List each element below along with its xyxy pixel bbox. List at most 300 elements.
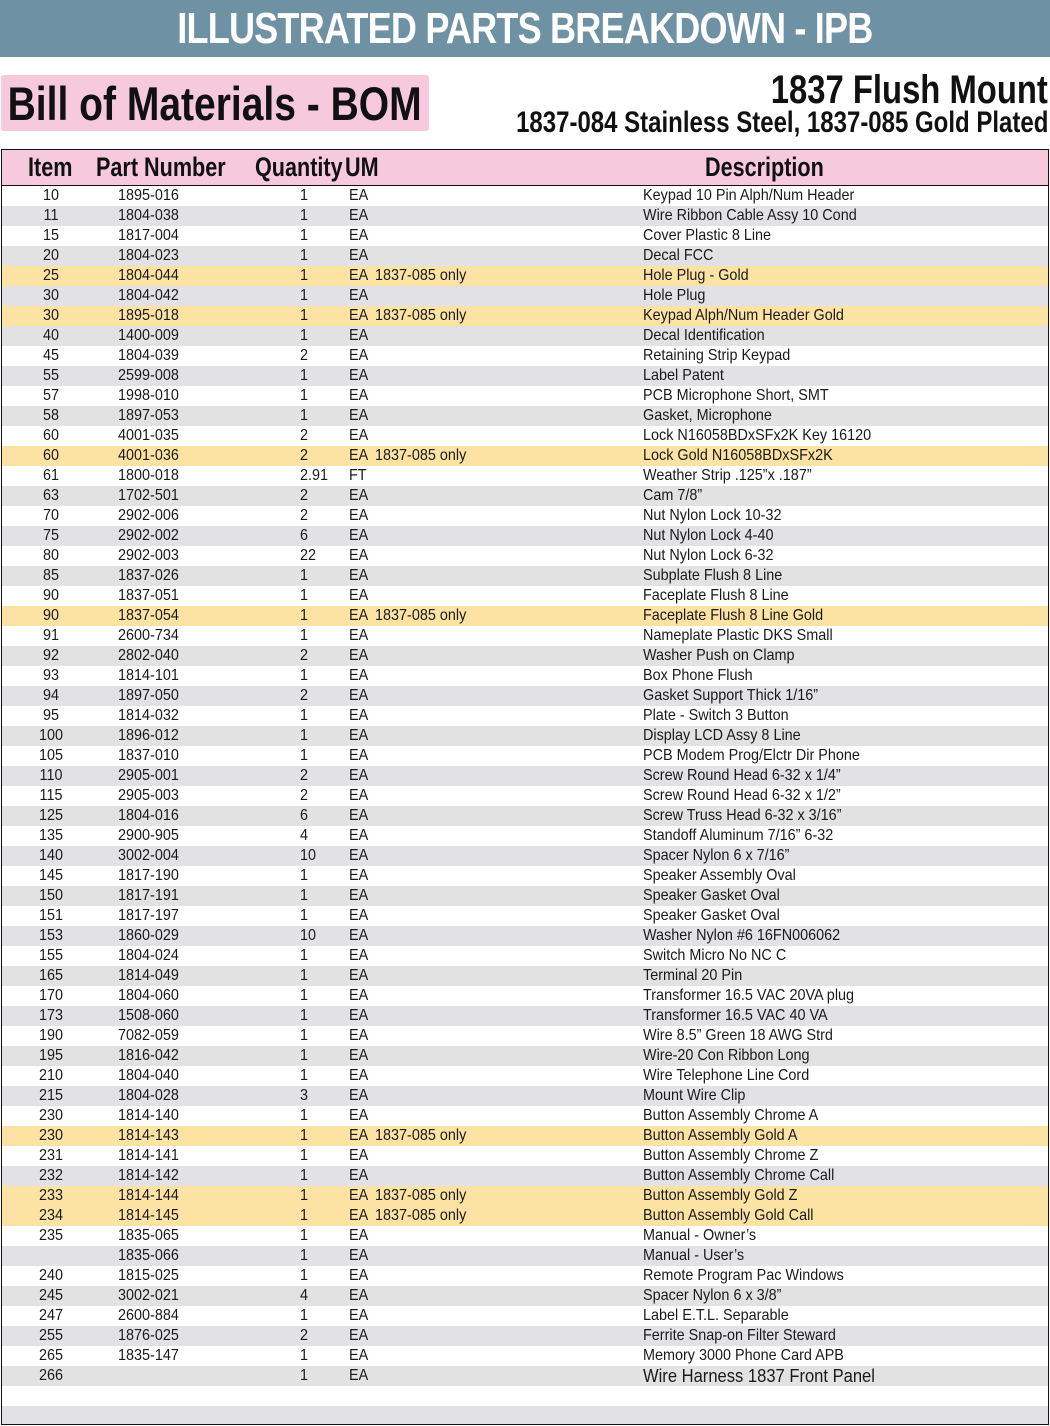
row-um-cell: EA — [349, 1367, 369, 1384]
row-part-number-cell: 1815-025 — [118, 1267, 179, 1284]
row-item-cell: 70 — [42, 507, 60, 524]
row-part-number-cell: 1837-051 — [118, 587, 179, 604]
row-note-cell: 1837-085 only — [375, 447, 467, 464]
row-quantity-cell: 1 — [300, 947, 309, 964]
row-description-cell: Decal FCC — [643, 247, 714, 264]
row-um-cell: EA — [349, 1287, 369, 1304]
row-quantity-cell: 1 — [300, 867, 309, 884]
row-quantity-cell: 2.91 — [300, 467, 329, 484]
row-description-cell: PCB Modem Prog/Elctr Dir Phone — [643, 747, 860, 764]
row-um-cell: EA — [349, 1347, 369, 1364]
row-item-cell: 240 — [38, 1267, 64, 1284]
bom-title: Bill of Materials - BOM — [7, 76, 422, 130]
row-um-cell: EA — [349, 267, 369, 284]
table-row — [2, 606, 1048, 626]
row-item-cell: 15 — [42, 227, 60, 244]
table-row — [2, 1286, 1048, 1306]
row-um-cell: EA — [349, 327, 369, 344]
row-description-cell: Manual - User’s — [643, 1247, 745, 1264]
row-item-cell: 135 — [38, 827, 64, 844]
row-um-cell: EA — [349, 687, 369, 704]
bom-table — [1, 149, 1049, 1425]
table-row — [2, 846, 1048, 866]
row-description-cell: Wire 8.5” Green 18 AWG Strd — [643, 1027, 833, 1044]
row-description-cell: Transformer 16.5 VAC 40 VA — [643, 1007, 828, 1024]
row-um-cell: EA — [349, 867, 369, 884]
row-um-cell: EA — [349, 367, 369, 384]
row-part-number-cell: 1816-042 — [118, 1047, 179, 1064]
row-quantity-cell: 2 — [300, 487, 309, 504]
row-um-cell: EA — [349, 847, 369, 864]
row-quantity-cell: 1 — [300, 1027, 309, 1044]
row-um-cell: EA — [349, 1127, 369, 1144]
row-quantity-cell: 1 — [300, 387, 309, 404]
row-description-cell: Box Phone Flush — [643, 667, 753, 684]
row-item-cell: 210 — [38, 1067, 64, 1084]
row-description-cell: Spacer Nylon 6 x 3/8” — [643, 1287, 782, 1304]
row-quantity-cell: 1 — [300, 967, 309, 984]
row-quantity-cell: 1 — [300, 187, 309, 204]
row-part-number-cell: 7082-059 — [118, 1027, 179, 1044]
row-um-cell: EA — [349, 1027, 369, 1044]
row-item-cell: 151 — [38, 907, 64, 924]
row-description-cell: Speaker Assembly Oval — [643, 867, 796, 884]
row-part-number-cell: 1814-141 — [118, 1147, 179, 1164]
table-row — [2, 646, 1048, 666]
row-um-cell: EA — [349, 427, 369, 444]
table-row — [2, 806, 1048, 826]
row-item-cell: 165 — [38, 967, 64, 984]
row-description-cell: Button Assembly Chrome Call — [643, 1167, 835, 1184]
row-part-number-cell: 1837-054 — [118, 607, 179, 624]
row-um-cell: EA — [349, 1247, 369, 1264]
row-part-number-cell: 2902-003 — [118, 547, 179, 564]
row-quantity-cell: 2 — [300, 347, 309, 364]
row-quantity-cell: 2 — [300, 447, 309, 464]
row-quantity-cell: 1 — [300, 887, 309, 904]
row-item-cell: 80 — [42, 547, 60, 564]
row-item-cell: 235 — [38, 1227, 64, 1244]
table-header — [2, 150, 1048, 186]
row-part-number-cell: 1804-024 — [118, 947, 179, 964]
row-item-cell: 125 — [38, 807, 64, 824]
row-um-cell: EA — [349, 1107, 369, 1124]
row-part-number-cell: 1814-143 — [118, 1127, 179, 1144]
row-description-cell: Label E.T.L. Separable — [643, 1307, 789, 1324]
row-um-cell: EA — [349, 1307, 369, 1324]
row-um-cell: EA — [349, 567, 369, 584]
row-part-number-cell: 1800-018 — [118, 467, 179, 484]
row-um-cell: EA — [349, 807, 369, 824]
table-row — [2, 1126, 1048, 1146]
row-item-cell: 265 — [38, 1347, 64, 1364]
table-row — [2, 1306, 1048, 1326]
row-part-number-cell: 2900-905 — [118, 827, 179, 844]
row-part-number-cell: 2600-734 — [118, 627, 179, 644]
row-part-number-cell: 1814-032 — [118, 707, 179, 724]
row-quantity-cell: 1 — [300, 1147, 309, 1164]
row-part-number-cell: 2905-001 — [118, 767, 179, 784]
row-description-cell: Nut Nylon Lock 4-40 — [643, 527, 774, 544]
row-quantity-cell: 1 — [300, 407, 309, 424]
row-description-cell: Display LCD Assy 8 Line — [643, 727, 801, 744]
row-description-cell: Wire-20 Con Ribbon Long — [643, 1047, 810, 1064]
row-um-cell: EA — [349, 1207, 369, 1224]
row-item-cell: 90 — [42, 587, 60, 604]
row-item-cell: 232 — [38, 1167, 64, 1184]
banner-title: ILLUSTRATED PARTS BREAKDOWN - IPB — [177, 3, 873, 53]
row-quantity-cell: 2 — [300, 507, 309, 524]
row-description-cell: Subplate Flush 8 Line — [643, 567, 783, 584]
table-row — [2, 666, 1048, 686]
row-description-cell: Hole Plug — [643, 287, 706, 304]
row-description-cell: Faceplate Flush 8 Line — [643, 587, 789, 604]
table-row — [2, 346, 1048, 366]
table-row — [2, 926, 1048, 946]
row-um-cell: EA — [349, 707, 369, 724]
column-header-item: Item — [28, 152, 73, 182]
row-part-number-cell: 1804-039 — [118, 347, 179, 364]
row-item-cell: 11 — [43, 207, 59, 224]
row-um-cell: EA — [349, 907, 369, 924]
row-description-cell: Nameplate Plastic DKS Small — [643, 627, 833, 644]
table-row — [2, 1226, 1048, 1246]
row-description-cell: Nut Nylon Lock 10-32 — [643, 507, 782, 524]
table-row — [2, 1026, 1048, 1046]
row-quantity-cell: 2 — [300, 647, 309, 664]
row-quantity-cell: 1 — [300, 1207, 309, 1224]
row-quantity-cell: 1 — [300, 1267, 309, 1284]
row-item-cell: 245 — [38, 1287, 64, 1304]
row-description-cell: Manual - Owner’s — [643, 1227, 757, 1244]
row-item-cell: 85 — [42, 567, 60, 584]
table-row — [2, 486, 1048, 506]
row-item-cell: 30 — [42, 307, 60, 324]
row-part-number-cell: 1835-065 — [118, 1227, 179, 1244]
row-um-cell: EA — [349, 207, 369, 224]
row-quantity-cell: 1 — [300, 1107, 309, 1124]
row-description-cell: Mount Wire Clip — [643, 1087, 746, 1104]
row-description-cell: Wire Telephone Line Cord — [643, 1067, 810, 1084]
row-description-cell: Button Assembly Gold Call — [643, 1207, 814, 1224]
table-row — [2, 506, 1048, 526]
row-quantity-cell: 2 — [300, 787, 309, 804]
table-row — [2, 426, 1048, 446]
row-description-cell: Button Assembly Chrome Z — [643, 1147, 819, 1164]
row-quantity-cell: 1 — [300, 227, 309, 244]
row-part-number-cell: 1804-016 — [118, 807, 179, 824]
row-part-number-cell: 1837-010 — [118, 747, 179, 764]
row-description-cell: Plate - Switch 3 Button — [643, 707, 789, 724]
row-part-number-cell: 3002-021 — [118, 1287, 179, 1304]
row-part-number-cell: 4001-036 — [118, 447, 179, 464]
row-part-number-cell: 2599-008 — [118, 367, 179, 384]
row-description-cell: Washer Push on Clamp — [643, 647, 795, 664]
row-um-cell: EA — [349, 987, 369, 1004]
row-part-number-cell: 1804-040 — [118, 1067, 179, 1084]
row-description-cell: Memory 3000 Phone Card APB — [643, 1347, 844, 1364]
row-quantity-cell: 1 — [300, 667, 309, 684]
row-part-number-cell: 1897-053 — [118, 407, 179, 424]
row-item-cell: 75 — [42, 527, 60, 544]
row-item-cell: 173 — [38, 1007, 64, 1024]
row-um-cell: EA — [349, 1087, 369, 1104]
table-row — [2, 886, 1048, 906]
table-row — [2, 526, 1048, 546]
row-quantity-cell: 1 — [300, 1247, 309, 1264]
row-um-cell: EA — [349, 727, 369, 744]
row-quantity-cell: 1 — [300, 1307, 309, 1324]
row-quantity-cell: 1 — [300, 1367, 309, 1384]
table-row — [2, 746, 1048, 766]
row-note-cell: 1837-085 only — [375, 267, 467, 284]
row-description-cell: Keypad 10 Pin Alph/Num Header — [643, 187, 855, 204]
row-quantity-cell: 6 — [300, 527, 309, 544]
row-quantity-cell: 1 — [300, 907, 309, 924]
row-item-cell: 94 — [42, 687, 60, 704]
table-row — [2, 1186, 1048, 1206]
table-row — [2, 1066, 1048, 1086]
row-part-number-cell: 1876-025 — [118, 1327, 179, 1344]
row-item-cell: 91 — [42, 627, 60, 644]
table-row — [2, 1386, 1048, 1406]
row-part-number-cell: 1814-142 — [118, 1167, 179, 1184]
table-row — [2, 1166, 1048, 1186]
table-row — [2, 966, 1048, 986]
row-um-cell: EA — [349, 507, 369, 524]
table-row — [2, 866, 1048, 886]
table-row — [2, 1346, 1048, 1366]
row-quantity-cell: 1 — [300, 1127, 309, 1144]
row-item-cell: 57 — [42, 387, 60, 404]
row-quantity-cell: 1 — [300, 367, 309, 384]
row-um-cell: EA — [349, 387, 369, 404]
row-item-cell: 110 — [39, 767, 63, 784]
row-um-cell: EA — [349, 627, 369, 644]
table-row — [2, 1006, 1048, 1026]
row-description-cell: Button Assembly Gold A — [643, 1127, 798, 1144]
column-header-um: UM — [345, 152, 379, 182]
row-note-cell: 1837-085 only — [375, 1127, 467, 1144]
column-header-quantity: Quantity — [255, 152, 343, 182]
model-subtitle: 1837-084 Stainless Steel, 1837-085 Gold Plated — [515, 106, 1048, 139]
row-um-cell: EA — [349, 967, 369, 984]
row-um-cell: EA — [349, 247, 369, 264]
table-row — [2, 946, 1048, 966]
row-description-cell: Switch Micro No NC C — [643, 947, 787, 964]
table-row — [2, 726, 1048, 746]
row-quantity-cell: 10 — [300, 927, 317, 944]
page-banner — [0, 0, 1050, 57]
row-quantity-cell: 1 — [300, 1007, 309, 1024]
row-quantity-cell: 2 — [300, 687, 309, 704]
row-item-cell: 45 — [42, 347, 60, 364]
row-description-cell: Lock N16058BDxSFx2K Key 16120 — [643, 427, 872, 444]
row-item-cell: 93 — [42, 667, 60, 684]
row-quantity-cell: 1 — [300, 307, 309, 324]
bom-title-box — [1, 75, 429, 131]
row-note-cell: 1837-085 only — [375, 1207, 467, 1224]
row-item-cell: 20 — [42, 247, 60, 264]
row-part-number-cell: 1895-016 — [118, 187, 179, 204]
row-item-cell: 230 — [38, 1127, 64, 1144]
row-item-cell: 145 — [38, 867, 64, 884]
row-note-cell: 1837-085 only — [375, 607, 467, 624]
table-row — [2, 1046, 1048, 1066]
table-row — [2, 286, 1048, 306]
table-row — [2, 706, 1048, 726]
row-description-cell: Transformer 16.5 VAC 20VA plug — [643, 987, 855, 1004]
table-row — [2, 366, 1048, 386]
row-um-cell: EA — [349, 1327, 369, 1344]
row-um-cell: EA — [349, 787, 369, 804]
row-description-cell: Hole Plug - Gold — [643, 267, 749, 284]
row-item-cell: 247 — [38, 1307, 64, 1324]
table-row — [2, 466, 1048, 486]
row-um-cell: EA — [349, 447, 369, 464]
row-part-number-cell: 2905-003 — [118, 787, 179, 804]
row-description-cell: Decal Identification — [643, 327, 765, 344]
row-item-cell: 234 — [38, 1207, 64, 1224]
row-um-cell: EA — [349, 1167, 369, 1184]
table-row — [2, 1146, 1048, 1166]
table-row — [2, 766, 1048, 786]
row-item-cell: 55 — [42, 367, 60, 384]
row-part-number-cell: 1817-004 — [118, 227, 179, 244]
row-part-number-cell: 1804-028 — [118, 1087, 179, 1104]
row-item-cell: 140 — [38, 847, 64, 864]
row-description-cell: Retaining Strip Keypad — [643, 347, 791, 364]
row-um-cell: EA — [349, 647, 369, 664]
row-quantity-cell: 1 — [300, 607, 309, 624]
row-description-cell: Screw Truss Head 6-32 x 3/16” — [643, 807, 842, 824]
table-row — [2, 246, 1048, 266]
row-quantity-cell: 1 — [300, 1067, 309, 1084]
row-part-number-cell: 1814-101 — [118, 667, 179, 684]
row-um-cell: EA — [349, 747, 369, 764]
row-part-number-cell: 1837-026 — [118, 567, 179, 584]
table-row — [2, 1246, 1048, 1266]
row-part-number-cell: 1702-501 — [118, 487, 179, 504]
row-quantity-cell: 1 — [300, 1187, 309, 1204]
row-part-number-cell: 1817-197 — [118, 907, 179, 924]
table-row — [2, 446, 1048, 466]
row-item-cell: 150 — [38, 887, 64, 904]
row-um-cell: EA — [349, 287, 369, 304]
table-row — [2, 1086, 1048, 1106]
row-quantity-cell: 1 — [300, 587, 309, 604]
row-part-number-cell: 1814-145 — [118, 1207, 179, 1224]
row-item-cell: 92 — [42, 647, 60, 664]
table-row — [2, 1366, 1048, 1386]
row-um-cell: EA — [349, 1227, 369, 1244]
row-quantity-cell: 1 — [300, 207, 309, 224]
row-description-cell: Lock Gold N16058BDxSFx2K — [643, 447, 833, 464]
row-description-cell: Standoff Aluminum 7/16” 6-32 — [643, 827, 834, 844]
row-item-cell: 233 — [38, 1187, 64, 1204]
row-item-cell: 25 — [42, 267, 60, 284]
row-quantity-cell: 1 — [300, 327, 309, 344]
table-row — [2, 586, 1048, 606]
row-part-number-cell: 2802-040 — [118, 647, 179, 664]
row-um-cell: EA — [349, 527, 369, 544]
row-quantity-cell: 1 — [300, 707, 309, 724]
row-um-cell: EA — [349, 667, 369, 684]
row-part-number-cell: 2902-002 — [118, 527, 179, 544]
row-quantity-cell: 1 — [300, 1167, 309, 1184]
row-part-number-cell: 4001-035 — [118, 427, 179, 444]
row-item-cell: 90 — [42, 607, 60, 624]
row-part-number-cell: 2902-006 — [118, 507, 179, 524]
row-um-cell: EA — [349, 887, 369, 904]
row-quantity-cell: 3 — [300, 1087, 309, 1104]
row-item-cell: 60 — [42, 447, 60, 464]
row-description-cell: Wire Ribbon Cable Assy 10 Cond — [643, 207, 857, 224]
table-row — [2, 206, 1048, 226]
table-row — [2, 686, 1048, 706]
row-item-cell: 30 — [42, 287, 60, 304]
row-part-number-cell: 1860-029 — [118, 927, 179, 944]
row-part-number-cell: 1998-010 — [118, 387, 179, 404]
row-um-cell: EA — [349, 347, 369, 364]
row-quantity-cell: 2 — [300, 427, 309, 444]
row-part-number-cell: 1814-140 — [118, 1107, 179, 1124]
row-um-cell: EA — [349, 307, 369, 324]
row-quantity-cell: 1 — [300, 287, 309, 304]
row-quantity-cell: 1 — [300, 727, 309, 744]
row-description-cell: Spacer Nylon 6 x 7/16” — [643, 847, 790, 864]
row-part-number-cell: 1897-050 — [118, 687, 179, 704]
row-quantity-cell: 10 — [300, 847, 317, 864]
table-row — [2, 546, 1048, 566]
row-um-cell: EA — [349, 227, 369, 244]
row-description-cell: Label Patent — [643, 367, 724, 384]
row-um-cell: EA — [349, 1047, 369, 1064]
row-part-number-cell: 1814-049 — [118, 967, 179, 984]
table-row — [2, 1106, 1048, 1126]
row-description-cell: Ferrite Snap-on Filter Steward — [643, 1327, 836, 1344]
table-row — [2, 906, 1048, 926]
table-row — [2, 1406, 1048, 1425]
row-description-cell: Screw Round Head 6-32 x 1/4” — [643, 767, 841, 784]
table-row — [2, 626, 1048, 646]
table-row — [2, 226, 1048, 246]
row-item-cell: 60 — [42, 427, 60, 444]
row-quantity-cell: 4 — [300, 1287, 309, 1304]
row-part-number-cell: 1804-060 — [118, 987, 179, 1004]
table-row — [2, 986, 1048, 1006]
row-item-cell: 155 — [38, 947, 64, 964]
row-description-cell: Terminal 20 Pin — [643, 967, 743, 984]
row-description-cell: Wire Harness 1837 Front Panel — [643, 1366, 875, 1386]
row-um-cell: EA — [349, 1187, 369, 1204]
row-quantity-cell: 2 — [300, 767, 309, 784]
row-item-cell: 170 — [38, 987, 64, 1004]
table-row — [2, 186, 1048, 206]
row-quantity-cell: 22 — [300, 547, 317, 564]
row-item-cell: 195 — [38, 1047, 64, 1064]
row-um-cell: EA — [349, 1067, 369, 1084]
row-item-cell: 100 — [38, 727, 64, 744]
column-header-description: Description — [705, 152, 824, 182]
row-part-number-cell: 1508-060 — [118, 1007, 179, 1024]
row-item-cell: 105 — [38, 747, 64, 764]
row-part-number-cell: 1835-066 — [118, 1247, 179, 1264]
row-part-number-cell: 3002-004 — [118, 847, 179, 864]
row-part-number-cell: 1804-042 — [118, 287, 179, 304]
row-um-cell: EA — [349, 587, 369, 604]
row-quantity-cell: 1 — [300, 627, 309, 644]
